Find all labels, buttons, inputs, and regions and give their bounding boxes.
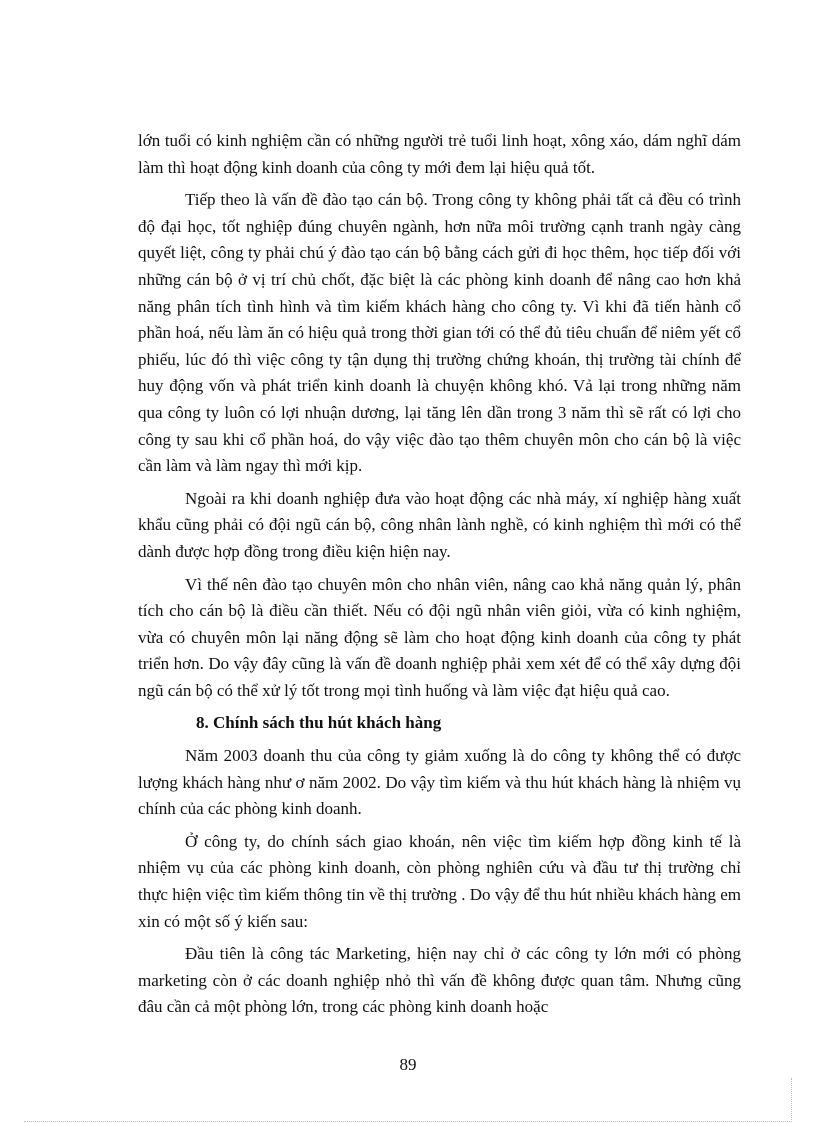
paragraph-continuation: lớn tuổi có kinh nghiệm cần có những người trẻ tuổi linh hoạt, xông xáo, dám nghĩ dám làm thì hoạt động kinh doanh của công ty mới đem lại hiệu quả tốt. [138,131,741,177]
page-body [138,128,741,1027]
paragraph-professional-training: Vì thế nên đào tạo chuyên môn cho nhân viên, nâng cao khả năng quản lý, phân tích cho cán bộ là điều cần thiết. Nếu có đội ngũ nhân viên giỏi, vừa có kinh nghiệm, vừa có chuyên môn lại năng động sẽ làm cho hoạt động kinh doanh của công ty phát triển hơn. Do vậy đây cũng là vấn đề doanh nghiệp phải xem xét để có thể xây dựng đội ngũ cán bộ có thể xử lý tốt trong mọi tình huống và làm việc đạt hiệu quả cao. [138,574,741,700]
corner-divider [791,1078,792,1122]
paragraph-revenue-2003: Năm 2003 doanh thu của công ty giảm xuống là do công ty không thể có được lượng khách hàng như ơ năm 2002. Do vậy tìm kiếm và thu hút khách hàng là nhiệm vụ chính của các phòng kinh doanh. [138,746,741,819]
page-number: 89 [399,1055,417,1074]
paragraph-contract-policy: Ở công ty, do chính sách giao khoán, nên việc tìm kiếm hợp đồng kinh tế là nhiệm vụ của các phòng kinh doanh, còn phòng nghiên cứu và đầu tư thị trường chỉ thực hiện việc tìm kiếm thông tin về thị trường . Do vậy để thu hút nhiều khách hàng em xin có một số ý kiến sau: [138,831,741,931]
paragraph-staff-training: Tiếp theo là vấn đề đào tạo cán bộ. Trong công ty không phải tất cả đều có trình độ đại học, tốt nghiệp đúng chuyên ngành, hơn nữa môi trường cạnh tranh ngày càng quyết liệt, công ty phải chú ý đào tạo cán bộ bằng cách gửi đi học thêm, học tiếp đối với những cán bộ ở vị trí chủ chốt, đặc biệt là các phòng kinh doanh để nâng cao hơn khả năng phân tích tình hình và tìm kiếm khách hàng cho công ty. Vì khi đã tiến hành cổ phần hoá, nếu làm ăn có hiệu quả trong thời gian tới có thể đủ tiêu chuẩn để niêm yết cổ phiếu, lúc đó thì việc công ty tận dụng thị trường chứng khoán, thị trường tài chính để huy động vốn và phát triển kinh doanh là chuyện không khó. Vả lại trong những năm qua công ty luôn có lợi nhuận dương, lại tăng lên dần trong 3 năm thì sẽ rất có lợi cho công ty sau khi cổ phần hoá, do vậy việc đào tạo thêm chuyên môn cho cán bộ là việc cần làm và làm ngay thì mới kịp. [138,190,741,476]
paragraph-factories: Ngoài ra khi doanh nghiệp đưa vào hoạt động các nhà máy, xí nghiệp hàng xuất khẩu cũng phải có đội ngũ cán bộ, công nhân lành nghề, có kinh nghiệm thì mới có thể dành được hợp đồng trong điều kiện hiện nay. [138,488,741,561]
footer-divider [24,1121,792,1122]
paragraph-marketing: Đầu tiên là công tác Marketing, hiện nay chỉ ở các công ty lớn mới có phòng marketing còn ở các doanh nghiệp nhỏ thì vấn đề không được quan tâm. Nhưng cũng đâu cần cả một phòng lớn, trong các phòng kinh doanh hoặc [138,944,741,1017]
section-heading: 8. Chính sách thu hút khách hàng [196,713,442,733]
